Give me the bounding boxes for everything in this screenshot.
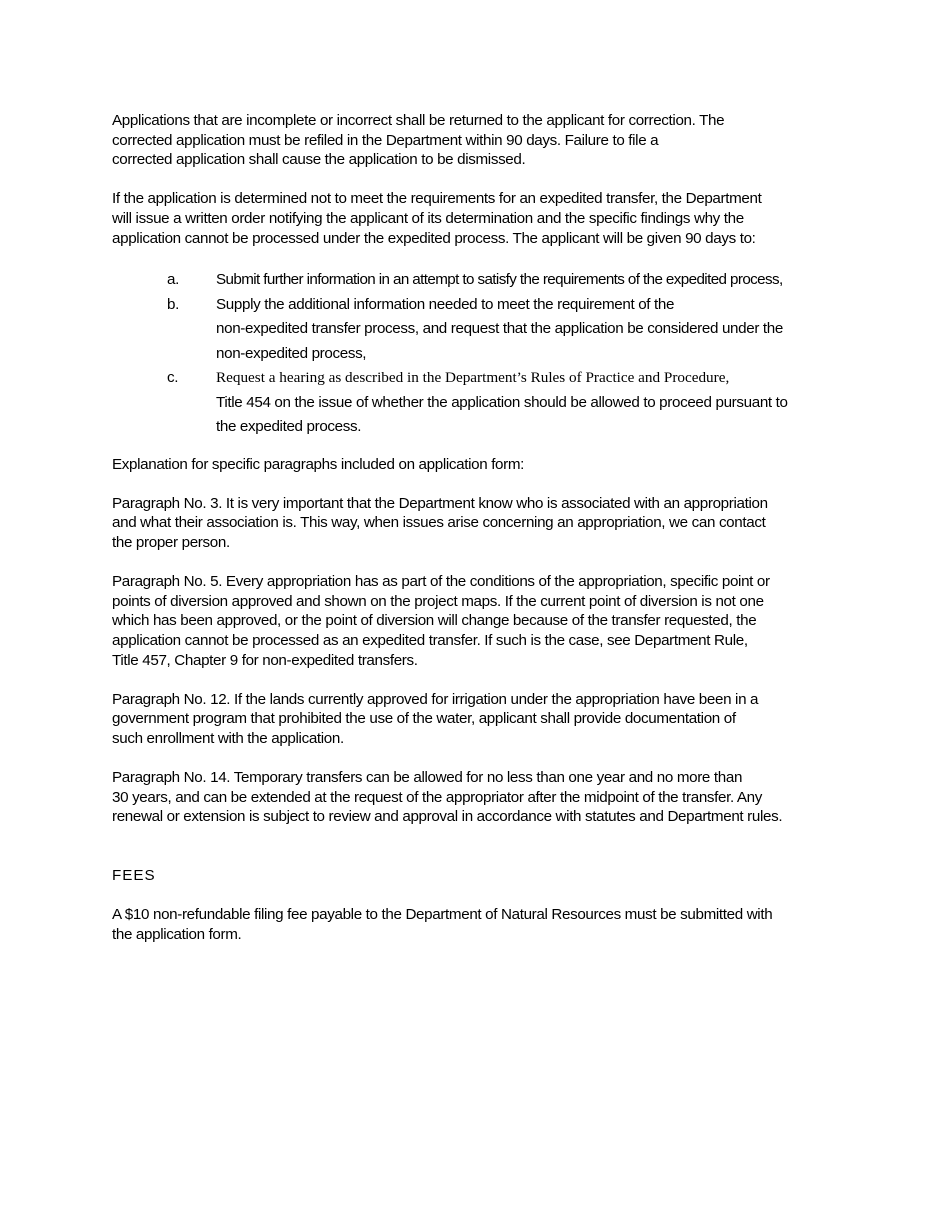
explanation-heading: Explanation for specific paragraphs included on application form: — [112, 455, 525, 473]
list-item — [167, 268, 842, 293]
list-item-text: Submit further information in an attempt to satisfy the requirements of the expedited process, — [216, 271, 783, 289]
list-item-text-container — [216, 366, 842, 440]
fees-heading: FEES — [112, 866, 156, 884]
fees-text: A $10 non-refundable filing fee payable to the Department of Natural Resources must be submitted with the application form. — [112, 906, 773, 943]
list-item — [167, 293, 842, 367]
options-list — [167, 268, 842, 440]
paragraph-note-3: Paragraph No. 3. It is very important that the Department know who is associated with an appropriation and what their association is. This way, when issues arise concerning an appropriation, we can contact the proper person. — [112, 494, 768, 552]
list-item-text: Supply the additional information needed to meet the requirement of the non-expedited transfer process, and request that the application be considered under the non-expedited process, — [216, 295, 783, 362]
paragraph-note-12: Paragraph No. 12. If the lands currently approved for irrigation under the appropriation have been in a government program that prohibited the use of the water, applicant shall provide documentation of such enrollment with the application. — [112, 690, 759, 747]
list-item-text-rest: Title 454 on the issue of whether the application should be allowed to proceed pursuant to the expedited process. — [216, 393, 788, 436]
list-item-letter: b. — [167, 295, 179, 313]
determination-paragraph: If the application is determined not to meet the requirements for an expedited transfer, the Department will issue a written order notifying the applicant of its determination and the specific findings why the application cannot be processed under the expedited process. The applicant will be given 90 days to: — [112, 190, 762, 247]
list-item-letter: c. — [167, 369, 179, 387]
document-page — [112, 111, 842, 944]
paragraph-note-14: Paragraph No. 14. Temporary transfers can be allowed for no less than one year and no more than 30 years, and can be extended at the request of the appropriator after the midpoint of the transfer. Any renewal or extension is subject to review and approval in accordance with statutes and Department rules. — [112, 769, 783, 826]
list-item-text-line1: Request a hearing as described in the Department’s Rules of Practice and Procedure, — [216, 369, 730, 387]
paragraph-note-5: Paragraph No. 5. Every appropriation has as part of the conditions of the appropriation, specific point or points of diversion approved and shown on the project maps. If the current point of diversion is not one which has been approved, or the point of diversion will change because of the transfer requested, the application cannot be processed as an expedited transfer. If such is the case, see Department Rule, Title 457, Chapter 9 for non-expedited transfers. — [112, 573, 770, 669]
list-item-letter: a. — [167, 271, 179, 289]
intro-paragraph: Applications that are incomplete or incorrect shall be returned to the applicant for correction. The corrected application must be refiled in the Department within 90 days. Failure to file a corrected application shall cause the application to be dismissed. — [112, 112, 725, 169]
list-item — [167, 366, 842, 440]
